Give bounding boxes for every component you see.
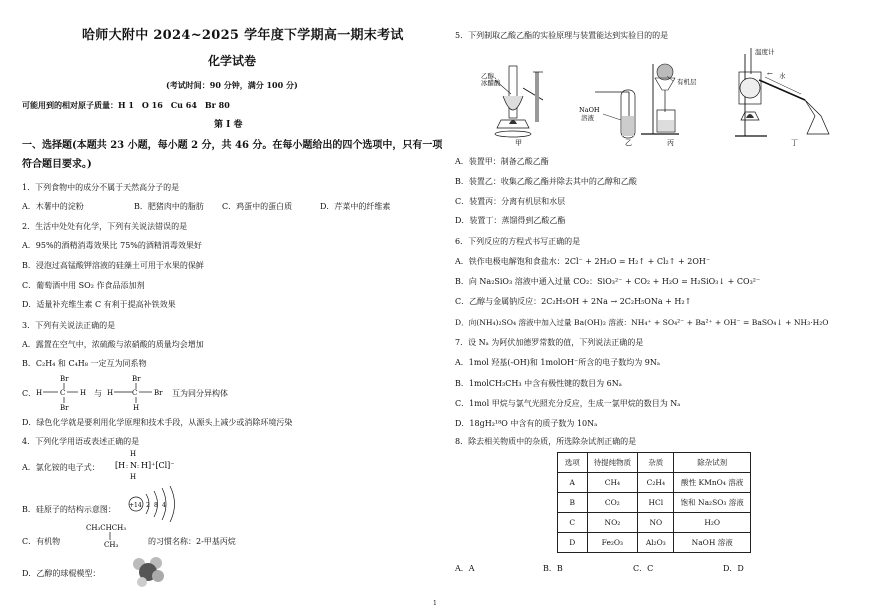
exam-info: (考试时间：90 分钟，满分 100 分) <box>166 80 298 90</box>
bing-organic-layer-label: 有机层 <box>677 78 697 86</box>
structure-atom-h-left: H <box>107 389 114 397</box>
q3-option-c-suffix: 互为同分异构体 <box>172 389 228 398</box>
table-cell: NaOH 溶液 <box>674 533 751 553</box>
table-cell: HCl <box>638 493 674 513</box>
table-cell: H₂O <box>674 513 751 533</box>
structure-atom-c: C <box>132 389 138 397</box>
table-header-cell: 待提纯物质 <box>587 453 638 473</box>
section-heading-line2: 符合题目要求。) <box>22 159 92 170</box>
structure-atom-h-left: H <box>36 389 43 397</box>
q4-option-a: A．氯化铵的电子式： <box>22 463 100 472</box>
table-cell: Al₂O₃ <box>638 533 674 553</box>
q7-option-c: C．1mol 甲烷与氯气光照充分反应，生成一氯甲烷的数目为 Nₐ <box>455 399 681 408</box>
q3-option-c-mid: 与 <box>94 389 102 398</box>
q3-option-d: D．绿色化学就是要利用化学原理和技术手段，从源头上减少或消除环境污染 <box>22 418 293 427</box>
label-jia: 甲 <box>515 139 522 146</box>
q8-option-a: A．A <box>455 564 475 573</box>
ding-thermometer-label: 温度计 <box>755 48 775 56</box>
table-row <box>558 473 751 493</box>
structure-atom-h-right: H <box>80 389 87 397</box>
apparatus-yi <box>579 90 635 138</box>
section-heading-line1: 一、选择题(本题共 23 小题，每小题 2 分，共 46 分。在每小题给出的四个选项中，只有一项 <box>22 140 443 151</box>
q2-stem: 2．生活中处处有化学，下列有关说法错误的是 <box>22 222 188 231</box>
table-cell: C₂H₄ <box>638 473 674 493</box>
q4-silicon-atom-diagram <box>124 486 184 522</box>
table-cell: D <box>558 533 588 553</box>
q2-option-c: C．葡萄酒中用 SO₂ 作食品添加剂 <box>22 281 145 290</box>
label-bing: 丙 <box>667 139 674 146</box>
exam-title: 哈师大附中 2024~2025 学年度下学期高一期末考试 <box>82 28 404 43</box>
page-number: 1 <box>433 600 437 607</box>
table-cell: B <box>558 493 588 513</box>
formula-atom-h-bottom: H <box>130 473 137 481</box>
table-cell: 饱和 Na₂SO₃ 溶液 <box>674 493 751 513</box>
label-ding: 丁 <box>791 139 798 146</box>
q4-stem: 4．下列化学用语或表述正确的是 <box>22 437 140 446</box>
q1-option-b: B．肥猪肉中的脂肪 <box>134 202 204 211</box>
q6-option-a: A．铁作电极电解饱和食盐水：2Cl⁻ + 2H₂O = H₂↑ + Cl₂↑ + 2OH⁻ <box>455 257 711 266</box>
structure-atom-h-bottom: H <box>133 404 140 412</box>
structure-atom-br-top: Br <box>132 375 141 383</box>
formula-dots-right: : <box>137 463 140 470</box>
model-atom-o <box>152 570 164 582</box>
volume-label: 第 I 卷 <box>214 120 243 130</box>
q2-option-d: D．适量补充维生素 C 有利于提高补铁效果 <box>22 300 176 309</box>
q5-stem: 5．下列制取乙酸乙酯的实验原理与装置能达到实验目的的是 <box>455 31 669 40</box>
jia-reagent-label: 乙醇、冰醋酸 <box>481 72 501 87</box>
table-cell: NO <box>638 513 674 533</box>
q3-stem: 3．下列有关说法正确的是 <box>22 321 116 330</box>
ding-water-arrow: ← <box>767 70 773 78</box>
shell-electrons-2: 8 <box>154 502 158 509</box>
formula-dots-left: : <box>126 463 129 470</box>
q4-ethanol-ball-stick-model <box>130 554 170 588</box>
q4-option-d: D．乙醇的球棍模型： <box>22 569 101 578</box>
q4-option-c-prefix: C．有机物 <box>22 537 61 546</box>
structure-atom-br-top: Br <box>60 375 69 383</box>
yi-solution-label: 溶液 <box>581 114 594 122</box>
q5-option-b: B．装置乙：收集乙酸乙酯并除去其中的乙醇和乙酸 <box>455 177 637 186</box>
shell-electrons-3: 4 <box>162 502 166 509</box>
q6-option-d: D．向(NH₄)₂SO₄ 溶液中加入过量 Ba(OH)₂ 溶液：NH₄⁺ + SO₄²⁻ + Ba²⁺ + OH⁻ = BaSO₄↓ + NH₃·H₂O <box>455 318 829 327</box>
table-cell: CO₂ <box>587 493 638 513</box>
label-yi: 乙 <box>625 139 632 146</box>
q8-impurity-table <box>557 452 751 553</box>
table-cell: CH₄ <box>587 473 638 493</box>
formula-bracket-left: [H <box>115 461 126 470</box>
q3-structure-isomer <box>104 372 174 412</box>
q1-option-d: D．芹菜中的纤维素 <box>320 202 391 211</box>
q3-option-a: A．露置在空气中，浓硫酸与浓硝酸的质量均会增加 <box>22 340 204 349</box>
structure-formula-branch: CH₃ <box>104 541 119 549</box>
table-cell: Fe₂O₃ <box>587 533 638 553</box>
atomic-masses: 可能用到的相对原子质量：H 1 O 16 Cu 64 Br 80 <box>22 100 230 110</box>
q7-stem: 7．设 Nₐ 为阿伏加德罗常数的值，下列说法正确的是 <box>455 338 644 347</box>
table-cell: 酸性 KMnO₄ 溶液 <box>674 473 751 493</box>
table-row <box>558 533 751 553</box>
nucleus-charge: +14 <box>129 502 142 509</box>
q1-option-a: A．木薯中的淀粉 <box>22 202 84 211</box>
q6-stem: 6．下列反应的方程式书写正确的是 <box>455 237 581 246</box>
structure-atom-br-right: Br <box>154 389 163 397</box>
q3-option-c-prefix: C． <box>22 389 37 398</box>
q2-option-b: B．浸泡过高锰酸钾溶液的硅藻土可用于水果的保鲜 <box>22 261 204 270</box>
structure-atom-br-bottom: Br <box>60 404 69 412</box>
table-row <box>558 493 751 513</box>
q4-ammonium-chloride-electron-formula <box>114 448 204 482</box>
q8-option-d: D．D <box>723 564 744 573</box>
formula-atom-h-top: H <box>130 450 137 458</box>
q5-option-c: C．装置丙：分离有机层和水层 <box>455 197 566 206</box>
q4-option-c-suffix: 的习惯名称：2-甲基丙烷 <box>148 537 236 546</box>
ding-water-label: 水 <box>779 72 786 80</box>
structure-atom-c: C <box>60 389 66 397</box>
q5-option-a: A．装置甲：制备乙酸乙酯 <box>455 157 549 166</box>
apparatus-ding <box>735 47 829 136</box>
table-cell: NO₂ <box>587 513 638 533</box>
q6-option-c: C．乙醇与金属钠反应：2C₂H₅OH + 2Na → 2C₂H₅ONa + H₂↑ <box>455 297 692 306</box>
q5-apparatus-figure <box>445 44 855 146</box>
table-row <box>558 513 751 533</box>
q6-option-b: B．向 Na₂SiO₃ 溶液中通入过量 CO₂：SiO₃²⁻ + CO₂ + H₂O = H₂SiO₃↓ + CO₃²⁻ <box>455 277 761 286</box>
shell-electrons-1: 2 <box>146 502 150 509</box>
table-cell: C <box>558 513 588 533</box>
q1-stem: 1．下列食物中的成分不属于天然高分子的是 <box>22 183 180 192</box>
model-atom-h3 <box>137 577 147 587</box>
q4-option-b: B．硅原子的结构示意图： <box>22 505 116 514</box>
exam-subject: 化学试卷 <box>208 54 257 68</box>
apparatus-jia <box>481 66 543 137</box>
q7-option-a: A．1mol 羟基(-OH)和 1molOH⁻所含的电子数均为 9Nₐ <box>455 358 660 367</box>
q8-stem: 8．除去相关物质中的杂质，所选除杂试剂正确的是 <box>455 437 637 446</box>
q2-option-a: A．95%的酒精消毒效果比 75%的酒精消毒效果好 <box>22 241 202 250</box>
q4-isobutane-structure <box>84 522 144 550</box>
q1-option-c: C．鸡蛋中的蛋白质 <box>222 202 293 211</box>
table-header-cell: 杂质 <box>638 453 674 473</box>
q8-option-c: C．C <box>633 564 654 573</box>
q7-option-b: B．1molCH₃CH₃ 中含有极性键的数目为 6Nₐ <box>455 379 622 388</box>
table-header-row <box>558 453 751 473</box>
structure-formula-top: CH₃CHCH₃ <box>86 524 126 532</box>
q8-option-b: B．B <box>543 564 563 573</box>
table-header-cell: 选项 <box>558 453 588 473</box>
formula-atom-h-right: H]⁺[Cl]⁻ <box>141 461 175 470</box>
table-header-cell: 除杂试剂 <box>674 453 751 473</box>
table-cell: A <box>558 473 588 493</box>
q7-option-d: D．18gH₂¹⁸O 中含有的质子数为 10Nₐ <box>455 419 598 428</box>
apparatus-bing <box>641 64 697 134</box>
q3-option-b: B．C₂H₄ 和 C₄H₈ 一定互为同系物 <box>22 359 147 368</box>
formula-atom-n: N <box>130 461 137 470</box>
yi-naoh-label: NaOH <box>579 106 600 114</box>
q5-option-d: D．装置丁：蒸馏得到乙酸乙酯 <box>455 216 566 225</box>
